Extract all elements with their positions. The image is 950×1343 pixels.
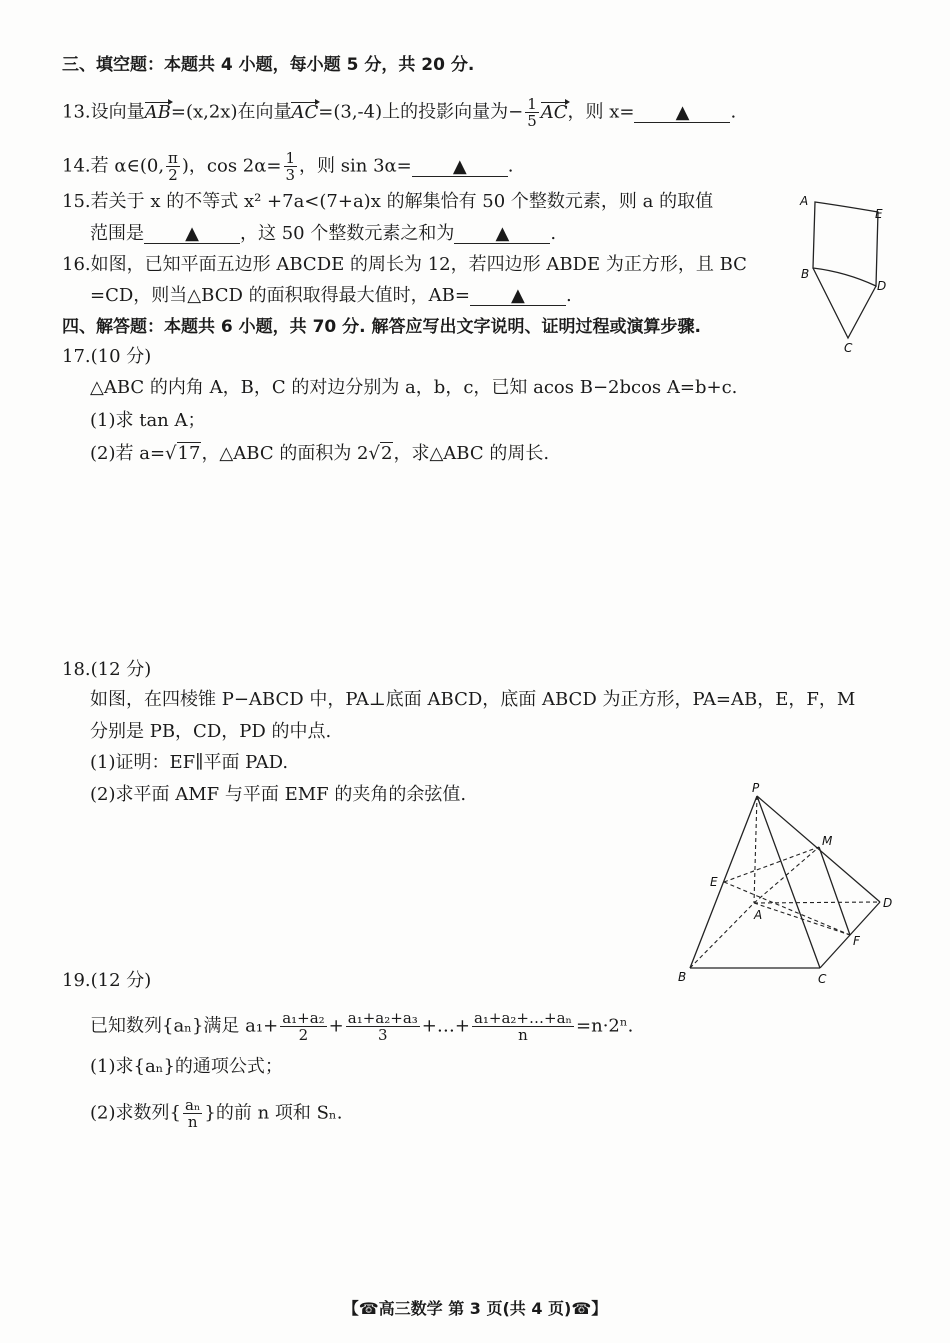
question-14 — [62, 150, 514, 183]
q15-text-1: 若关于 x 的不等式 x² +7a<(7+a)x 的解集恰有 50 个整数元素，则 a 的取值 — [90, 191, 714, 212]
segment-mf — [819, 847, 850, 935]
segment-ef — [724, 882, 850, 935]
q19-head: 19.(12 分) — [62, 970, 152, 991]
label-p: P — [752, 781, 760, 795]
edge-ab — [690, 903, 754, 968]
label-a: A — [754, 908, 763, 922]
q19-part-2-a: (2)求数列{ — [90, 1102, 181, 1124]
frac-denominator: 2 — [168, 166, 178, 184]
pyramid-figure — [672, 778, 902, 993]
frac-numerator: a₁+a₂+a₃ — [347, 1009, 418, 1027]
q19-part-2 — [90, 1097, 342, 1130]
frac-denominator: n — [518, 1026, 528, 1044]
frac-numerator: 1 — [527, 95, 537, 113]
fraction-an-over-n — [183, 1097, 202, 1130]
sqrt-17: 17 — [177, 443, 201, 464]
sqrt-icon: √ — [368, 443, 380, 464]
triangle-icon: ▲ — [511, 285, 525, 306]
label-d: D — [877, 279, 887, 293]
fraction-1 — [280, 1010, 326, 1043]
q15-answer-blank-1[interactable] — [144, 223, 240, 244]
question-15-line-2 — [90, 223, 556, 245]
section-3-title: 三、填空题：本题共 4 小题，每小题 5 分，共 20 分. — [62, 55, 475, 75]
frac-numerator: π — [168, 149, 178, 167]
triangle-icon: ▲ — [185, 223, 199, 244]
section-4-title: 四、解答题：本题共 6 小题，共 70 分. 解答应写出文字说明、证明过程或演算步骤. — [62, 317, 701, 337]
q16-number: 16. — [62, 254, 91, 275]
q14-text-1: 若 α∈(0, — [90, 155, 165, 177]
edge-pa — [754, 796, 757, 903]
sqrt-icon: √ — [165, 443, 177, 464]
question-16-line-1 — [62, 254, 747, 276]
square-abde — [813, 202, 878, 286]
q19-stem-b: =n·2ⁿ. — [576, 1015, 634, 1037]
label-c: C — [844, 341, 853, 355]
q18-part-2: (2)求平面 AMF 与平面 EMF 的夹角的余弦值. — [90, 784, 467, 805]
sqrt-2: 2 — [381, 443, 393, 464]
frac-numerator: a₁+a₂+…+aₙ — [473, 1009, 573, 1027]
frac-denominator: 3 — [285, 166, 296, 184]
triangle-icon: ▲ — [452, 155, 467, 177]
frac-numerator: a₁+a₂ — [282, 1009, 325, 1027]
q18-line-1: 如图，在四棱锥 P−ABCD 中，PA⊥底面 ABCD，底面 ABCD 为正方形，PA=AB，E，F，M — [90, 689, 856, 710]
q13-number: 13. — [62, 101, 91, 123]
q15-text-3: ，这 50 个整数元素之和为 — [240, 223, 455, 244]
triangle-icon: ▲ — [675, 101, 690, 123]
q18-head: 18.(12 分) — [62, 659, 152, 680]
q16-answer-blank[interactable] — [470, 285, 566, 306]
q17-part-1: (1)求 tan A； — [90, 410, 206, 431]
pentagon-figure — [798, 188, 898, 358]
label-m: M — [822, 834, 833, 848]
segment-em — [724, 847, 819, 882]
vector-ac-2: AC — [540, 101, 568, 123]
q15-end: . — [550, 223, 557, 244]
triangle-bcd — [813, 268, 876, 338]
triangle-icon: ▲ — [495, 223, 510, 244]
q19-part-1: (1)求{aₙ}的通项公式； — [90, 1056, 283, 1077]
vector-ab: AB — [144, 101, 171, 123]
question-15-line-1 — [62, 191, 713, 213]
frac-numerator: aₙ — [184, 1096, 201, 1114]
label-a: A — [800, 194, 809, 208]
q13-text-4: ，则 x= — [567, 101, 635, 123]
q14-text-2: )，cos 2α= — [181, 155, 282, 177]
label-c: C — [818, 972, 827, 986]
q17-part-2-text-b: ，△ABC 的面积为 2 — [201, 443, 369, 464]
vector-ac: AC — [291, 101, 319, 123]
frac-denominator: 5 — [527, 112, 537, 130]
q17-part-2-text-c: ，求△ABC 的周长. — [393, 443, 550, 464]
q14-number: 14. — [62, 155, 91, 177]
question-13 — [62, 96, 736, 129]
q16-text-2: =CD，则当△BCD 的面积取得最大值时，AB= — [90, 285, 470, 306]
label-b: B — [801, 267, 810, 281]
q15-text-2: 范围是 — [90, 223, 144, 244]
frac-denominator: 3 — [378, 1026, 388, 1044]
q18-part-1: (1)证明：EF∥平面 PAD. — [90, 752, 289, 773]
q15-number: 15. — [62, 191, 91, 212]
q13-end: . — [730, 101, 737, 123]
segment-af — [754, 903, 850, 935]
fraction-one-third — [284, 150, 298, 183]
fraction-2 — [346, 1010, 420, 1043]
q17-stem: △ABC 的内角 A，B，C 的对边分别为 a，b，c，已知 acos B−2bcos A=b+c. — [90, 377, 738, 398]
q16-text-1: 如图，已知平面五边形 ABCDE 的周长为 12，若四边形 ABDE 为正方形，且 BC — [90, 254, 747, 275]
q15-answer-blank-2[interactable] — [454, 223, 550, 244]
q19-part-2-b: }的前 n 项和 Sₙ. — [204, 1102, 343, 1124]
q18-line-2: 分别是 PB，CD，PD 的中点. — [90, 721, 332, 742]
q19-stem-a: 已知数列{aₙ}满足 a₁+ — [90, 1015, 279, 1037]
label-e: E — [710, 875, 718, 889]
edge-pb — [690, 796, 757, 968]
fraction-3 — [472, 1010, 574, 1043]
fraction-one-fifth — [525, 96, 539, 129]
q17-part-2 — [90, 443, 549, 465]
label-e: E — [875, 207, 883, 221]
q14-answer-blank[interactable] — [412, 156, 508, 177]
plus-sign: + — [328, 1015, 344, 1037]
q14-text-3: ，则 sin 3α= — [299, 155, 412, 177]
q13-text-2: =(x,2x)在向量 — [170, 101, 292, 123]
label-f: F — [853, 934, 860, 948]
ellipsis-plus: +…+ — [421, 1015, 470, 1037]
q17-head: 17.(10 分) — [62, 346, 152, 367]
q17-part-2-text-a: (2)若 a= — [90, 443, 166, 464]
label-b: B — [678, 970, 687, 984]
edge-pd — [757, 796, 880, 902]
q19-stem — [90, 1010, 633, 1043]
question-16-line-2 — [90, 285, 572, 307]
frac-denominator: 2 — [298, 1026, 309, 1044]
frac-denominator: n — [187, 1113, 198, 1131]
fraction-pi-half — [166, 150, 180, 183]
frac-numerator: 1 — [285, 149, 296, 167]
page-footer: 【☎高三数学 第 3 页(共 4 页)☎】 — [342, 1299, 608, 1318]
q13-text-1: 设向量 — [90, 101, 145, 123]
q13-text-3: =(3,-4)上的投影向量为− — [318, 101, 524, 123]
q13-answer-blank[interactable] — [634, 102, 730, 123]
label-d: D — [883, 896, 893, 910]
segment-am — [754, 847, 819, 903]
q14-end: . — [507, 155, 514, 177]
edge-pc — [757, 796, 820, 968]
q16-end: . — [565, 285, 572, 306]
